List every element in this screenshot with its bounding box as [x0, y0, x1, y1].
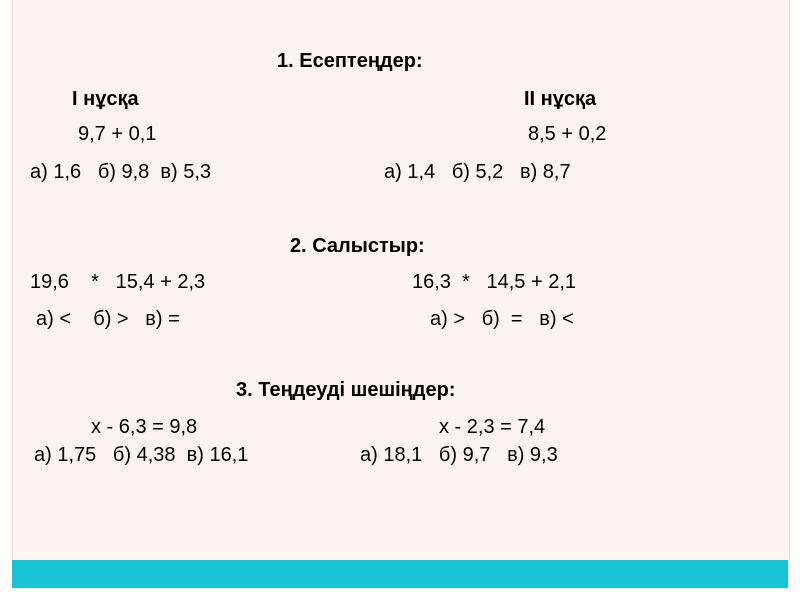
task3-variant1-equation: х - 6,3 = 9,8 — [91, 416, 198, 438]
bottom-accent-bar — [12, 560, 788, 588]
task1-variant2-expression: 8,5 + 0,2 — [528, 123, 607, 145]
task1-heading: 1. Есептеңдер: — [277, 50, 423, 72]
task1-variant2-answers: а) 1,4 б) 5,2 в) 8,7 — [384, 161, 571, 183]
task3-variant2-answers: а) 18,1 б) 9,7 в) 9,3 — [360, 444, 558, 466]
task1-variant1-label: I нұсқа — [72, 88, 139, 110]
task2-variant1-expression: 19,6 * 15,4 + 2,3 — [30, 271, 206, 293]
task2-heading: 2. Салыстыр: — [290, 235, 425, 257]
task3-heading: 3. Теңдеуді шешіңдер: — [236, 379, 456, 401]
task2-variant2-expression: 16,3 * 14,5 + 2,1 — [412, 271, 577, 293]
task1-variant2-label: II нұсқа — [524, 88, 597, 110]
task1-variant1-answers: а) 1,6 б) 9,8 в) 5,3 — [30, 161, 212, 183]
task2-variant1-answers: а) < б) > в) = — [36, 308, 180, 330]
task1-variant1-expression: 9,7 + 0,1 — [78, 123, 157, 145]
task3-variant1-answers: а) 1,75 б) 4,38 в) 16,1 — [34, 444, 249, 466]
task3-variant2-equation: х - 2,3 = 7,4 — [439, 416, 546, 438]
task2-variant2-answers: а) > б) = в) < — [430, 308, 574, 330]
